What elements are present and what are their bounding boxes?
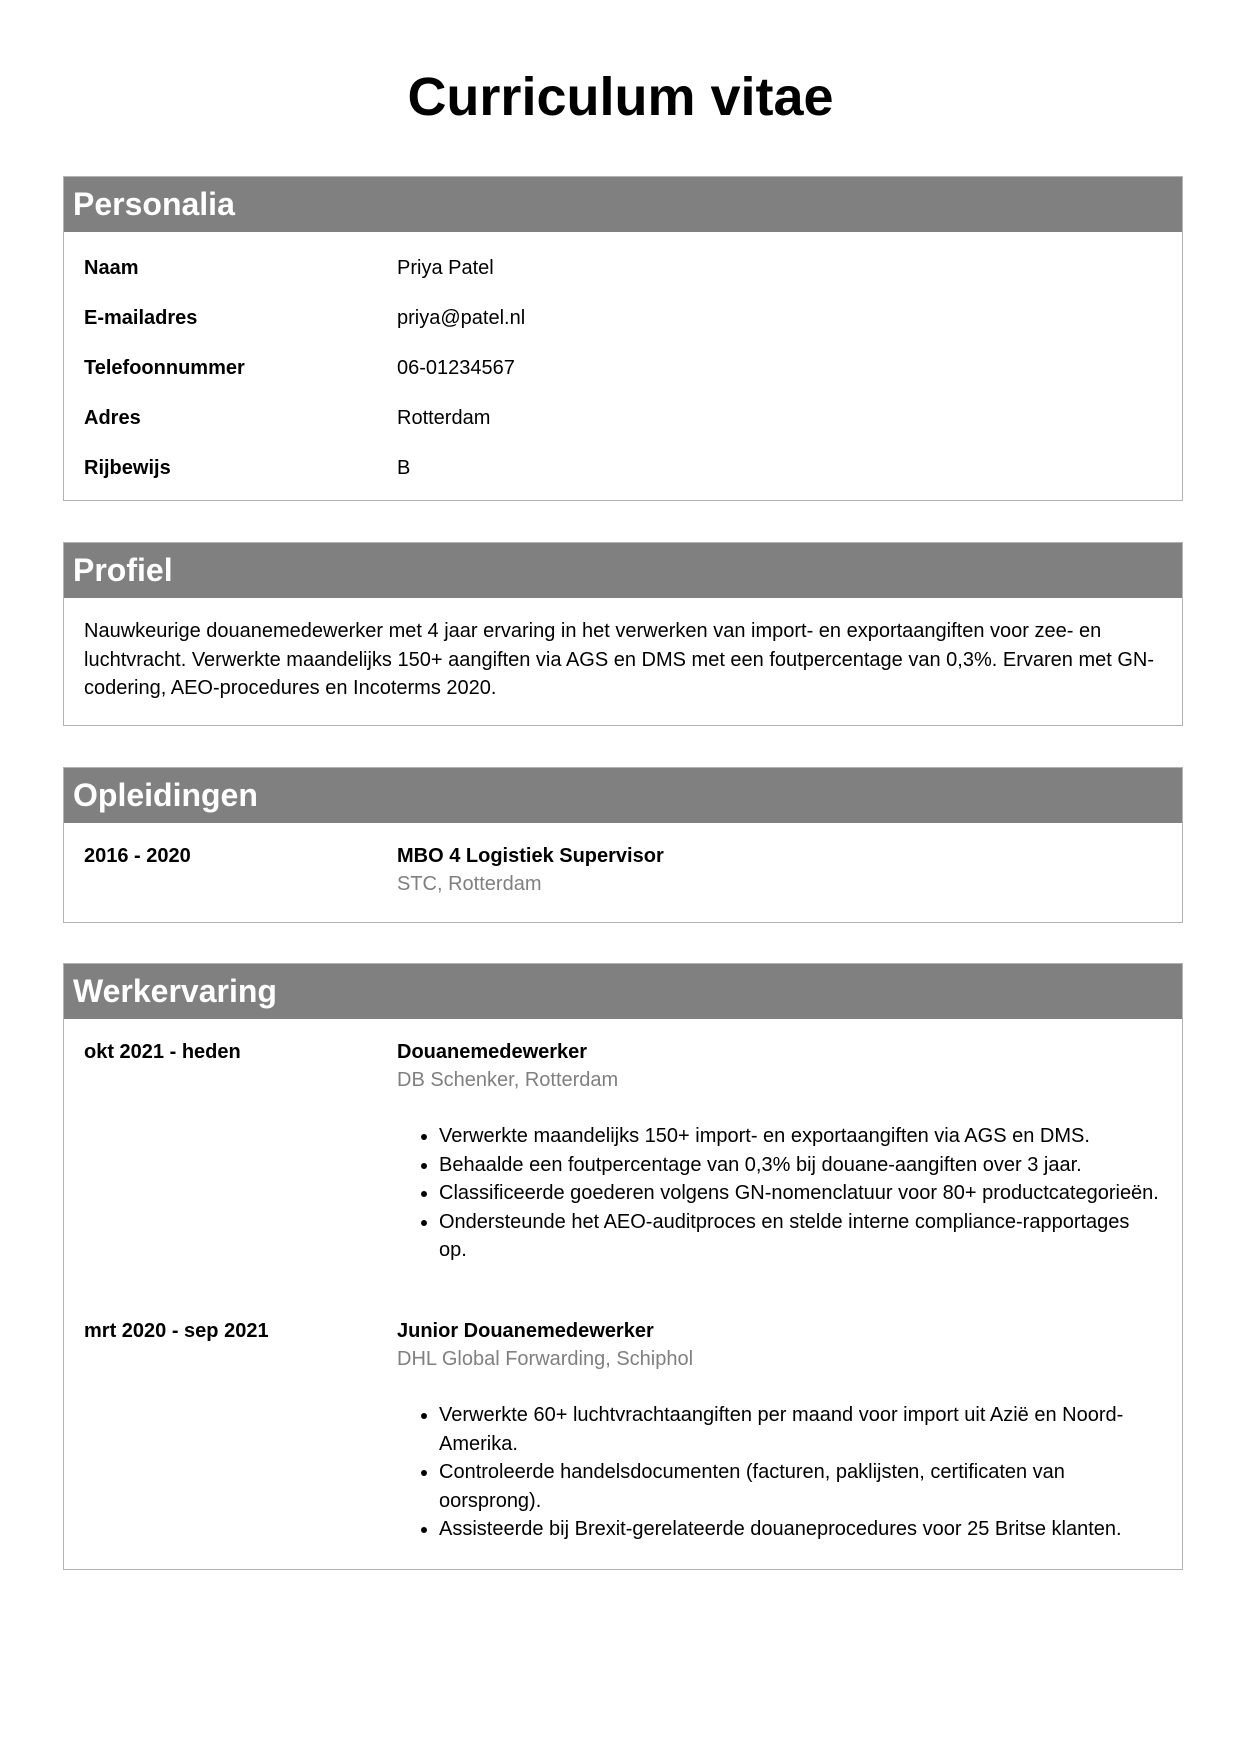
personalia-heading: Personalia — [64, 177, 1182, 232]
achievement-item: • Assisteerde bij Brexit-gerelateerde douaneprocedures voor 25 Britse klanten. — [439, 1515, 1162, 1544]
field-label: Rijbewijs — [84, 457, 171, 479]
entry-place: STC, Rotterdam — [397, 873, 542, 895]
entry-place: DHL Global Forwarding, Schiphol — [397, 1348, 694, 1370]
document-title: Curriculum vitae — [407, 67, 834, 127]
field-value: B — [397, 457, 411, 479]
entry-title: MBO 4 Logistiek Supervisor — [397, 845, 664, 867]
profiel-heading: Profiel — [64, 543, 1182, 598]
personalia-row-adres — [84, 404, 1162, 454]
personalia-row-email — [84, 304, 1162, 354]
opleidingen-body — [64, 823, 1182, 898]
opleidingen-section — [63, 767, 1183, 923]
entry-place: DB Schenker, Rotterdam — [397, 1069, 619, 1091]
achievement-list — [397, 1401, 1162, 1544]
entry-details — [397, 842, 1162, 898]
personalia-row-telefoon — [84, 354, 1162, 404]
opleidingen-heading: Opleidingen — [64, 768, 1182, 823]
field-label: Telefoonnummer — [84, 357, 245, 379]
achievement-item: • Behaalde een foutpercentage van 0,3% bij douane-aangiften over 3 jaar. — [439, 1151, 1162, 1180]
achievement-list — [397, 1122, 1162, 1265]
profiel-section — [63, 542, 1183, 726]
entry-period: 2016 - 2020 — [84, 845, 191, 867]
werkervaring-body — [64, 1019, 1182, 1544]
field-value: priya@patel.nl — [397, 307, 526, 329]
personalia-section — [63, 176, 1183, 501]
entry-title: Junior Douanemedewerker — [397, 1320, 654, 1342]
personalia-body — [64, 232, 1182, 504]
field-value: 06-01234567 — [397, 357, 515, 379]
entry-period: mrt 2020 - sep 2021 — [84, 1320, 269, 1342]
werkervaring-heading: Werkervaring — [64, 964, 1182, 1019]
werkervaring-section — [63, 963, 1183, 1570]
field-label: Naam — [84, 257, 139, 279]
entry-period: okt 2021 - heden — [84, 1041, 241, 1063]
field-value: Rotterdam — [397, 407, 491, 429]
entry-details — [397, 1038, 1162, 1317]
work-entry — [84, 1038, 1162, 1317]
achievement-item: • Verwerkte maandelijks 150+ import- en exportaangiften via AGS en DMS. — [439, 1122, 1162, 1151]
achievement-item: • Classificeerde goederen volgens GN-nomenclatuur voor 80+ productcategorieën. — [439, 1179, 1162, 1208]
education-entry — [84, 842, 1162, 898]
achievement-item: • Ondersteunde het AEO-auditproces en stelde interne compliance-rapportages op. — [439, 1208, 1162, 1265]
field-label: Adres — [84, 407, 141, 429]
personalia-row-rijbewijs — [84, 454, 1162, 504]
achievement-item: • Controleerde handelsdocumenten (facturen, paklijsten, certificaten van oorsprong). — [439, 1458, 1162, 1515]
achievement-item: • Verwerkte 60+ luchtvrachtaangiften per maand voor import uit Azië en Noord-Amerika. — [439, 1401, 1162, 1458]
profiel-text: Nauwkeurige douanemedewerker met 4 jaar ervaring in het verwerken van import- en exportaangiften voor zee- en luchtvracht. Verwerkte maandelijks 150+ aangiften via AGS en DMS met een foutpercentage van 0,3%. Ervaren met GN-codering, AEO-procedures en Incoterms 2020. — [84, 620, 1154, 699]
work-entry — [84, 1317, 1162, 1544]
personalia-row-naam — [84, 254, 1162, 304]
field-label: E-mailadres — [84, 307, 198, 329]
entry-title: Douanemedewerker — [397, 1041, 588, 1063]
field-value: Priya Patel — [397, 257, 494, 279]
entry-details — [397, 1317, 1162, 1544]
